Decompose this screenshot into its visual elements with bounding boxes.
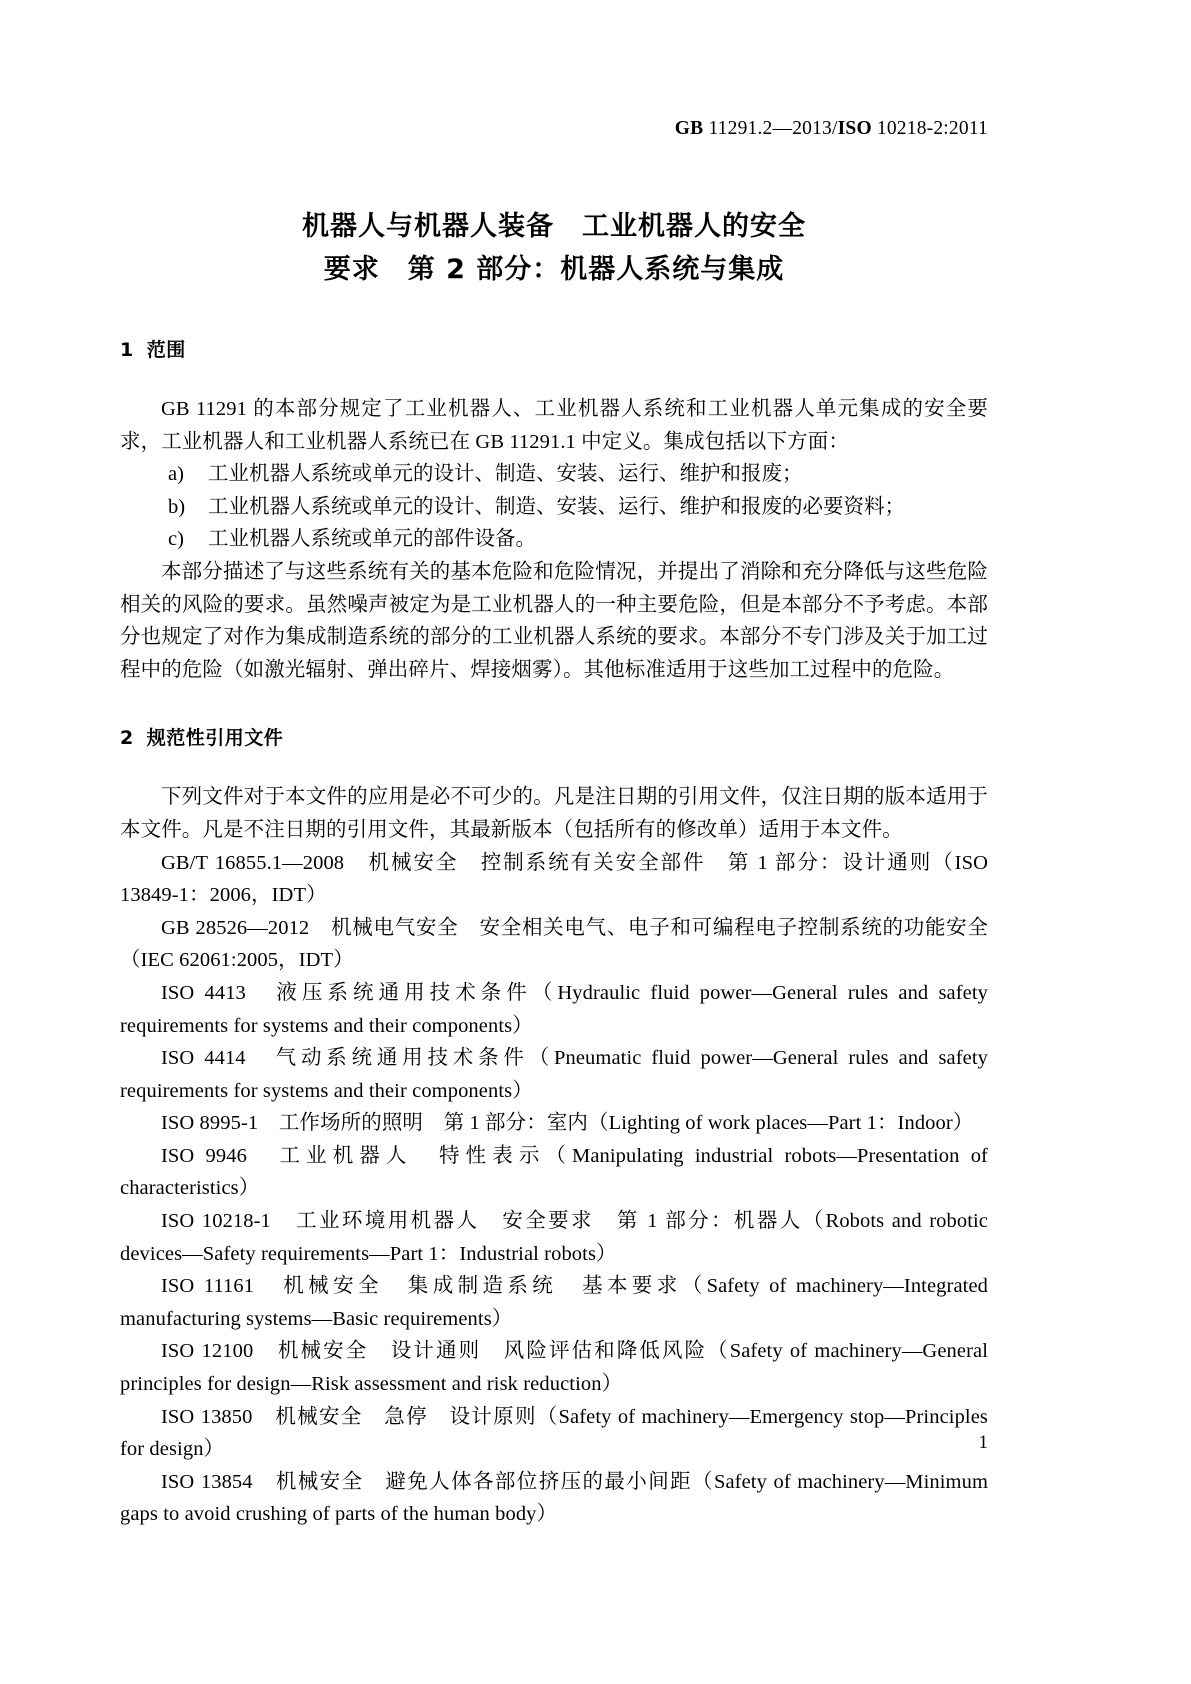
page-title-line-2: 要求 第 2 部分：机器人系统与集成 — [323, 254, 785, 285]
list-text-c: 工业机器人系统或单元的部件设备。 — [208, 528, 536, 551]
list-item — [120, 458, 988, 491]
paragraph-scope-hazards: 本部分描述了与这些系统有关的基本危险和危险情况，并提出了消除和充分降低与这些危险相关的风险的要求。虽然噪声被定为是工业机器人的一种主要危险，但是本部分不予考虑。本部分也规定了对作为集成制造系统的部分的工业机器人系统的要求。本部分不专门涉及关于加工过程中的危险（如激光辐射、弹出碎片、焊接烟雾）。其他标准适用于这些加工过程中的危险。 — [120, 560, 988, 681]
page-number: 1 — [978, 1432, 988, 1453]
list-marker-b: b) — [168, 495, 186, 518]
section-heading-1 — [120, 336, 988, 364]
reference-entry: ISO 8995-1 工作场所的照明 第 1 部分：室内（Lighting of work places—Part 1：Indoor） — [161, 1112, 974, 1135]
list-marker-a: a) — [168, 463, 184, 486]
reference-entry: GB/T 16855.1—2008 机械安全 控制系统有关安全部件 第 1 部分：设计通则（ISO 13849-1：2006，IDT） — [120, 851, 988, 907]
section-title-1: 范围 — [146, 339, 186, 361]
reference-entry: ISO 13854 机械安全 避免人体各部位挤压的最小间距（Safety of machinery—Minimum gaps to avoid crushing of parts of the human body） — [120, 1470, 988, 1526]
running-head-number: 11291.2—2013/ — [708, 118, 838, 139]
list-item — [120, 491, 988, 524]
page-title — [120, 205, 988, 291]
list-marker-c: c) — [168, 528, 184, 551]
reference-entry: ISO 11161 机械安全 集成制造系统 基本要求（Safety of machinery—Integrated manufacturing systems—Basic requirements） — [120, 1275, 988, 1330]
section-number-2: 2 — [120, 727, 134, 750]
paragraph-scope-intro: GB 11291 的本部分规定了工业机器人、工业机器人系统和工业机器人单元集成的安全要求，工业机器人和工业机器人系统已在 GB 11291.1 中定义。集成包括以下方面： — [120, 398, 988, 453]
document-body — [120, 336, 988, 1531]
scope-item-list — [120, 458, 988, 556]
reference-entry: GB 28526—2012 机械电气安全 安全相关电气、电子和可编程电子控制系统的功能安全（IEC 62061:2005，IDT） — [120, 916, 988, 972]
reference-entry: ISO 4414 气动系统通用技术条件（Pneumatic fluid power—General rules and safety requirements for systems and their components） — [120, 1047, 988, 1102]
running-head-gb: GB — [674, 118, 704, 139]
list-item — [120, 523, 988, 556]
reference-entry: ISO 9946 工业机器人 特性表示（Manipulating industrial robots—Presentation of characteristics） — [120, 1144, 988, 1200]
list-text-a: 工业机器人系统或单元的设计、制造、安装、运行、维护和报废； — [208, 463, 803, 486]
running-head — [120, 118, 988, 140]
running-head-iso-number: 10218-2:2011 — [876, 118, 988, 139]
reference-entry: ISO 12100 机械安全 设计通则 风险评估和降低风险（Safety of machinery—General principles for design—Risk assessment and risk reduction） — [120, 1340, 988, 1396]
paragraph-normative-intro: 下列文件对于本文件的应用是必不可少的。凡是注日期的引用文件，仅注日期的版本适用于本文件。凡是不注日期的引用文件，其最新版本（包括所有的修改单）适用于本文件。 — [120, 786, 988, 841]
page-title-line-1: 机器人与机器人装备 工业机器人的安全 — [302, 211, 806, 242]
section-number-1: 1 — [120, 339, 134, 361]
reference-entry: ISO 10218-1 工业环境用机器人 安全要求 第 1 部分：机器人（Robots and robotic devices—Safety requirements—Part 1：Industrial robots） — [120, 1210, 988, 1265]
list-text-b: 工业机器人系统或单元的设计、制造、安装、运行、维护和报废的必要资料； — [208, 495, 905, 518]
section-heading-2 — [120, 724, 988, 752]
reference-entry: ISO 13850 机械安全 急停 设计原则（Safety of machinery—Emergency stop—Principles for design） — [120, 1405, 988, 1461]
section-title-2: 规范性引用文件 — [146, 727, 284, 750]
running-head-iso: ISO — [837, 118, 872, 139]
reference-entry: ISO 4413 液压系统通用技术条件（Hydraulic fluid power—General rules and safety requirements for systems and their components） — [120, 981, 988, 1037]
